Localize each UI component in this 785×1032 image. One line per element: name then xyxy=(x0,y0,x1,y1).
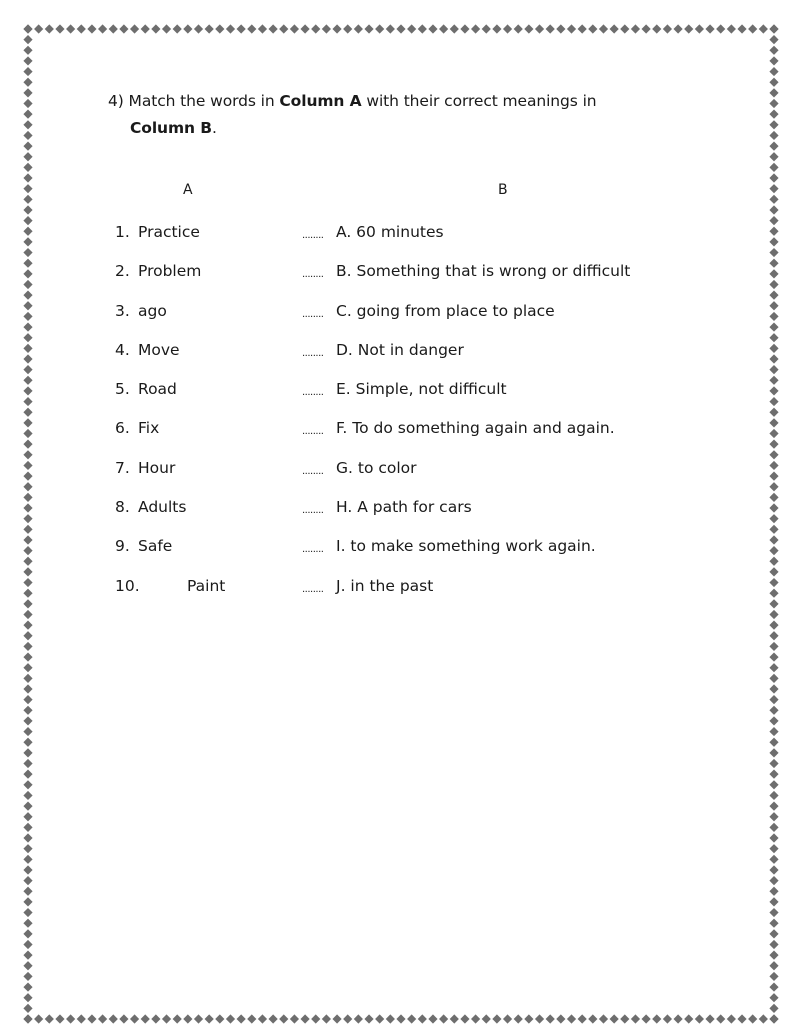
match-row xyxy=(115,258,755,297)
match-row xyxy=(115,455,755,494)
item-definition: F. To do something again and again. xyxy=(336,419,615,438)
item-definition: C. going from place to place xyxy=(336,301,555,320)
item-word: Move xyxy=(138,340,180,359)
item-number: 8. xyxy=(115,498,130,517)
item-definition: D. Not in danger xyxy=(336,340,464,359)
item-number: 4. xyxy=(115,340,130,359)
item-definition: B. Something that is wrong or difficult xyxy=(336,262,631,281)
match-list xyxy=(115,219,755,612)
answer-blank[interactable]: ........ xyxy=(302,505,324,517)
match-row xyxy=(115,337,755,376)
item-number: 2. xyxy=(115,262,130,281)
question-end: . xyxy=(211,119,217,137)
column-b-label: Column B xyxy=(130,119,212,137)
answer-blank[interactable]: ........ xyxy=(302,269,324,281)
answer-blank[interactable]: ........ xyxy=(302,308,324,320)
item-number: 3. xyxy=(115,301,130,320)
question-text xyxy=(108,88,708,142)
item-definition: H. A path for cars xyxy=(336,498,472,517)
item-word: Problem xyxy=(138,262,202,281)
item-number: 10. xyxy=(115,576,140,595)
item-definition: J. in the past xyxy=(336,576,434,595)
item-number: 5. xyxy=(115,380,130,399)
column-a-label: Column A xyxy=(279,92,362,110)
answer-blank[interactable]: ........ xyxy=(302,465,324,477)
answer-blank[interactable]: ........ xyxy=(302,347,324,359)
item-word: Safe xyxy=(138,537,173,556)
item-word: Hour xyxy=(138,458,176,477)
item-definition: A. 60 minutes xyxy=(336,223,444,241)
question-number: 4) xyxy=(108,92,124,110)
match-row xyxy=(115,219,755,258)
item-word: Road xyxy=(138,380,177,399)
item-word: Adults xyxy=(138,498,187,517)
match-row xyxy=(115,415,755,454)
match-row xyxy=(115,533,755,572)
item-definition: I. to make something work again. xyxy=(336,537,596,556)
item-word: Fix xyxy=(138,419,160,438)
match-row xyxy=(115,376,755,415)
match-row xyxy=(115,494,755,533)
item-number: 9. xyxy=(115,537,130,556)
item-definition: G. to color xyxy=(336,458,417,477)
item-number: 1. xyxy=(115,223,130,241)
answer-blank[interactable]: ........ xyxy=(302,544,324,556)
column-a-header: A xyxy=(183,182,193,198)
item-definition: E. Simple, not difficult xyxy=(336,380,507,399)
answer-blank[interactable]: ........ xyxy=(302,387,324,399)
match-row xyxy=(115,573,755,612)
question-text-1: Match the words in xyxy=(128,92,275,110)
answer-blank[interactable]: ........ xyxy=(302,426,324,438)
item-word: ago xyxy=(138,301,167,320)
item-word: Practice xyxy=(138,223,200,241)
item-number: 6. xyxy=(115,419,130,438)
item-word: Paint xyxy=(187,576,226,595)
item-number: 7. xyxy=(115,458,130,477)
column-b-header: B xyxy=(498,182,508,198)
match-row xyxy=(115,298,755,337)
question-text-2: with their correct meanings in xyxy=(366,92,597,110)
answer-blank[interactable]: ........ xyxy=(302,230,324,241)
answer-blank[interactable]: ........ xyxy=(302,583,324,595)
